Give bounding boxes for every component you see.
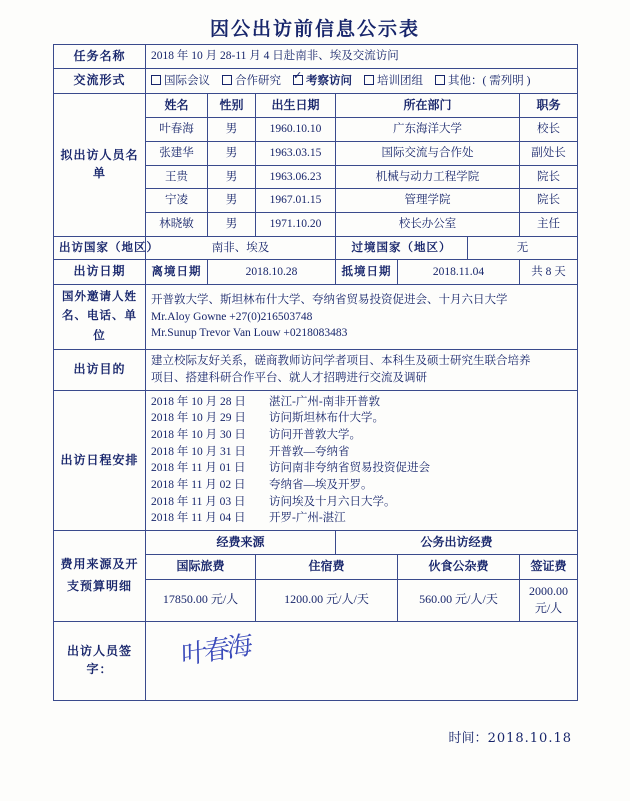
option-other[interactable]: 其他：( 需列明 ) [435, 73, 530, 90]
option-cooperative-research[interactable]: 合作研究 [222, 73, 281, 90]
table-row [54, 45, 578, 69]
member-gender: 男 [208, 212, 256, 236]
budget-header-meals: 伙食公杂费 [398, 555, 520, 579]
schedule-date: 2018 年 10 月 28 日 [151, 395, 246, 408]
member-name: 叶春海 [146, 118, 208, 142]
signature-label: 出访人员签字： [54, 621, 146, 700]
table-row [54, 530, 578, 554]
schedule-item [151, 427, 572, 444]
member-dept: 广东海洋大学 [336, 118, 520, 142]
schedule-text: 访问埃及十月六日大学。 [269, 495, 396, 508]
page-title: 因公出访前信息公示表 [209, 19, 420, 40]
budget-source-header: 经费来源 [146, 530, 336, 554]
schedule-text: 开普敦—夸纳省 [269, 445, 350, 458]
col-header-name: 姓名 [146, 93, 208, 117]
budget-label: 费用来源及开支预算明细 [54, 530, 146, 621]
schedule-date: 2018 年 10 月 31 日 [151, 445, 246, 458]
schedule-date: 2018 年 10 月 30 日 [151, 428, 246, 441]
budget-header-visa: 签证费 [520, 555, 578, 579]
table-row [54, 260, 578, 284]
visit-date-label: 出访日期 [54, 260, 146, 284]
member-dept: 国际交流与合作处 [336, 141, 520, 165]
table-row [54, 69, 578, 93]
schedule-date: 2018 年 11 月 02 日 [151, 478, 246, 491]
signature-field[interactable] [151, 631, 572, 691]
total-days-value: 共 8 天 [520, 260, 578, 284]
schedule-text: 开罗-广州-湛江 [269, 512, 346, 525]
member-birth: 1971.10.20 [256, 212, 336, 236]
member-gender: 男 [208, 141, 256, 165]
inviter-line: Mr.Aloy Gowne +27(0)216503748 [151, 310, 313, 323]
schedule-text: 访问斯坦林布什大学。 [269, 412, 384, 425]
checkbox-checked-icon[interactable] [293, 75, 303, 85]
schedule-item [151, 510, 572, 527]
schedule-date: 2018 年 11 月 01 日 [151, 462, 246, 475]
table-row [54, 284, 578, 350]
member-birth: 1963.06.23 [256, 165, 336, 189]
member-name: 张建华 [146, 141, 208, 165]
handwritten-signature: 叶春海 [181, 629, 250, 672]
transit-country-value: 无 [468, 236, 578, 260]
schedule-text: 夸纳省—埃及开罗。 [269, 478, 373, 491]
member-name: 林晓敏 [146, 212, 208, 236]
member-title: 院长 [520, 189, 578, 213]
budget-header-travel: 国际旅费 [146, 555, 256, 579]
schedule-date: 2018 年 11 月 03 日 [151, 495, 246, 508]
exchange-form-label: 交流形式 [54, 69, 146, 93]
visit-country-value: 南非、埃及 [146, 236, 336, 260]
schedule-text: 访问开普敦大学。 [269, 428, 361, 441]
inviter-line: 开普敦大学、斯坦林布什大学、夸纳省贸易投资促进会、十月六日大学 [151, 293, 508, 306]
schedule-date: 2018 年 11 月 04 日 [151, 512, 246, 525]
checkbox-icon[interactable] [364, 75, 374, 85]
col-header-title: 职务 [520, 93, 578, 117]
purpose-line: 建立校际友好关系，磋商教师访问学者项目、本科生及硕士研究生联合培养 [151, 355, 531, 368]
budget-value-travel: 17850.00 元/人 [146, 579, 256, 621]
date-value: 2018.10.18 [487, 731, 572, 746]
schedule-label: 出访日程安排 [54, 390, 146, 530]
task-name-label: 任务名称 [54, 45, 146, 69]
schedule-item [151, 410, 572, 427]
inviter-value [146, 284, 578, 350]
checkbox-icon[interactable] [435, 75, 445, 85]
purpose-label: 出访目的 [54, 350, 146, 390]
budget-header-lodging: 住宿费 [256, 555, 398, 579]
option-training-group[interactable]: 培训团组 [364, 73, 423, 90]
option-international-conference[interactable]: 国际会议 [151, 73, 210, 90]
inviter-label: 国外邀请人姓名、电话、单位 [54, 284, 146, 350]
checkbox-icon[interactable] [151, 75, 161, 85]
member-gender: 男 [208, 118, 256, 142]
budget-value-meals: 560.00 元/人/天 [398, 579, 520, 621]
checkbox-icon[interactable] [222, 75, 232, 85]
schedule-item [151, 460, 572, 477]
budget-value-lodging: 1200.00 元/人/天 [256, 579, 398, 621]
schedule-item [151, 477, 572, 494]
member-dept: 管理学院 [336, 189, 520, 213]
exchange-form-options [146, 69, 578, 93]
public-notice-form [53, 44, 578, 701]
transit-country-label: 过境国家（地区） [336, 236, 468, 260]
member-dept: 校长办公室 [336, 212, 520, 236]
schedule-value [146, 390, 578, 530]
arrive-date-label: 抵境日期 [336, 260, 398, 284]
member-name: 王贵 [146, 165, 208, 189]
table-row [54, 93, 578, 117]
member-title: 副处长 [520, 141, 578, 165]
visit-country-label: 出访国家（地区） [54, 236, 146, 260]
purpose-value [146, 350, 578, 390]
depart-date-value: 2018.10.28 [208, 260, 336, 284]
table-row [54, 390, 578, 530]
schedule-item [151, 394, 572, 411]
budget-source-value: 公务出访经费 [336, 530, 578, 554]
member-name: 宁凌 [146, 189, 208, 213]
purpose-line: 项目、搭建科研合作平台、就人才招聘进行交流及调研 [151, 371, 427, 384]
inviter-line: Mr.Sunup Trevor Van Louw +0218083483 [151, 327, 348, 340]
schedule-item [151, 494, 572, 511]
signature-date [449, 727, 572, 746]
member-title: 主任 [520, 212, 578, 236]
member-title: 校长 [520, 118, 578, 142]
member-birth: 1967.01.15 [256, 189, 336, 213]
member-title: 院长 [520, 165, 578, 189]
schedule-date: 2018 年 10 月 29 日 [151, 412, 246, 425]
schedule-text: 访问南非夸纳省贸易投资促进会 [269, 462, 430, 475]
member-gender: 男 [208, 165, 256, 189]
table-row [54, 236, 578, 260]
members-label: 拟出访人员名单 [54, 93, 146, 236]
col-header-birth: 出生日期 [256, 93, 336, 117]
task-name-value: 2018 年 10 月 28-11 月 4 日赴南非、埃及交流访问 [146, 45, 578, 69]
member-birth: 1960.10.10 [256, 118, 336, 142]
schedule-text: 湛江-广州-南非开普敦 [269, 395, 381, 408]
arrive-date-value: 2018.11.04 [398, 260, 520, 284]
depart-date-label: 离境日期 [146, 260, 208, 284]
member-dept: 机械与动力工程学院 [336, 165, 520, 189]
table-row [54, 350, 578, 390]
signature-area[interactable] [146, 621, 578, 700]
member-birth: 1963.03.15 [256, 141, 336, 165]
table-row [54, 621, 578, 700]
col-header-dept: 所在部门 [336, 93, 520, 117]
col-header-gender: 性别 [208, 93, 256, 117]
option-inspection-visit[interactable]: ✓ 考察访问 [293, 73, 352, 90]
schedule-item [151, 444, 572, 461]
member-gender: 男 [208, 189, 256, 213]
budget-value-visa: 2000.00 元/人 [520, 579, 578, 621]
date-prefix: 时间： [448, 730, 488, 745]
